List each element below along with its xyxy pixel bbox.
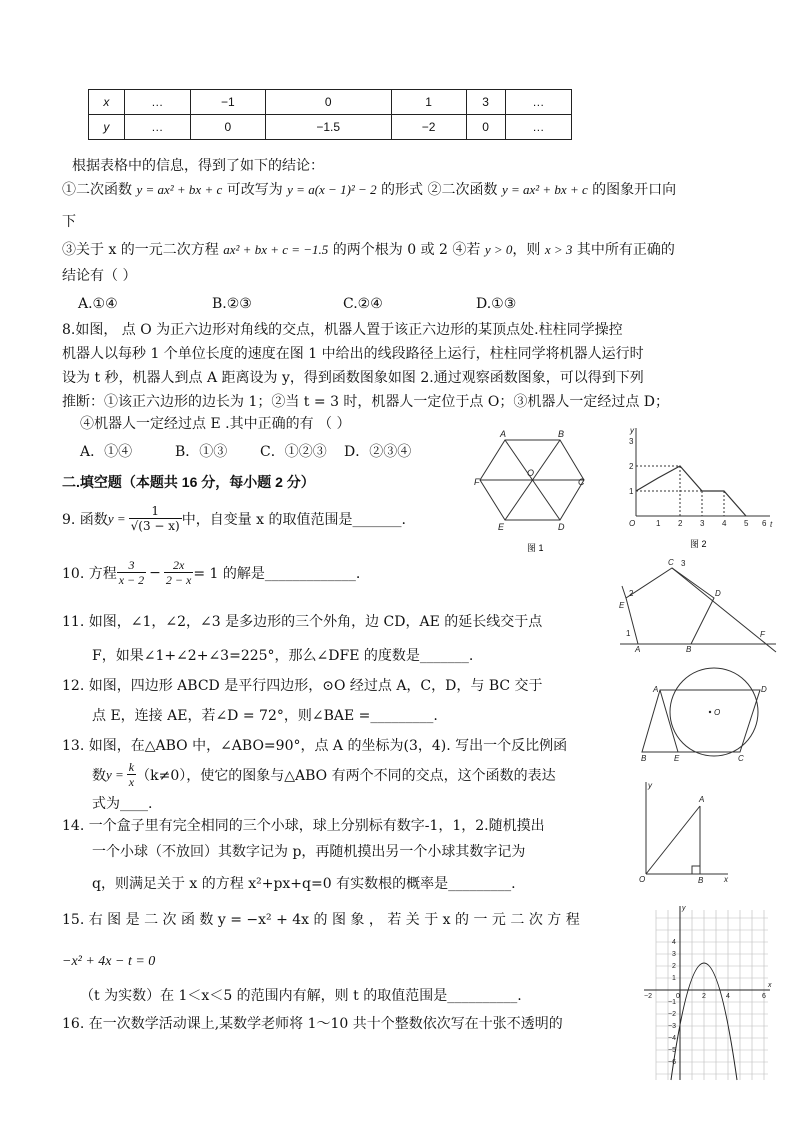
- table-cell: −1.5: [265, 115, 391, 140]
- svg-text:2: 2: [629, 589, 634, 598]
- svg-text:D: D: [761, 685, 767, 694]
- question-9: 9. 函数 y = $\frac{1}{√(3 - x)}$ 中，自变量 x 的取值范围是_______.: [62, 504, 406, 533]
- label-o: O: [527, 468, 535, 478]
- table-cell: …: [124, 90, 190, 115]
- table-row: [89, 90, 572, 115]
- svg-text:1: 1: [656, 519, 661, 528]
- q8-option-b: B．①③: [175, 444, 228, 460]
- q14-line-1: 14. 一个盒子里有完全相同的三个小球，球上分别标有数字-1，1，2.随机摸出: [62, 818, 545, 834]
- table-cell: 0: [265, 90, 391, 115]
- section-2-heading: 二.填空题（本题共 16 分，每小题 2 分）: [62, 474, 315, 490]
- figure-1-caption: 图 1: [527, 543, 544, 553]
- label-c: C: [578, 477, 585, 487]
- q7-option-d: D.①③: [476, 296, 517, 312]
- q14-line-3: q，则满足关于 x 的方程 x²+px+q=0 有实数根的概率是_________.: [92, 876, 516, 892]
- label-d: D: [558, 522, 565, 532]
- svg-text:1: 1: [672, 975, 676, 982]
- svg-text:−6: −6: [668, 1059, 676, 1066]
- svg-text:−5: −5: [668, 1047, 676, 1054]
- svg-text:x: x: [768, 982, 772, 989]
- q11-line-2: F，如果∠1+∠2+∠3=225°，那么∠DFE 的度数是_______.: [92, 648, 474, 664]
- svg-text:C: C: [668, 558, 674, 567]
- svg-text:E: E: [619, 601, 625, 610]
- q8-option-a: A．①④: [80, 444, 133, 460]
- svg-text:B: B: [698, 876, 704, 885]
- svg-text:2: 2: [672, 963, 676, 970]
- q13-line-2: 数 y = $\frac{k}{x}$ （k≠0），使它的图象与△ABO 有两个不同的交点，这个函数的表达: [92, 760, 556, 789]
- table-cell: …: [124, 115, 190, 140]
- svg-text:6: 6: [762, 519, 767, 528]
- svg-text:A: A: [635, 645, 641, 654]
- label-f: F: [474, 477, 480, 487]
- q11-line-1: 11. 如图，∠1，∠2，∠3 是多边形的三个外角，边 CD，AE 的延长线交于点: [62, 614, 543, 630]
- svg-text:3: 3: [629, 437, 634, 446]
- svg-text:5: 5: [744, 519, 749, 528]
- q13-line-1: 13. 如图，在△ABO 中，∠ABO=90°，点 A 的坐标为(3，4). 写出一个反比例函: [62, 738, 568, 754]
- parallelogram-circle-figure: [636, 666, 776, 766]
- svg-text:y: y: [648, 781, 652, 790]
- svg-text:2: 2: [678, 519, 683, 528]
- q15-line-2: −x² + 4x − t = 0: [62, 954, 156, 969]
- svg-text:D: D: [715, 589, 721, 598]
- svg-text:2: 2: [629, 462, 634, 471]
- table-cell: 0: [466, 115, 505, 140]
- table-cell: …: [505, 90, 571, 115]
- axis-t-label: t: [770, 520, 773, 529]
- q7-option-c: C.②④: [343, 296, 383, 312]
- q13-line-3: 式为____.: [92, 796, 153, 812]
- q8-option-d: D．②③④: [344, 444, 412, 460]
- svg-text:A: A: [653, 685, 659, 694]
- q12-line-2: 点 E，连接 AE，若∠D = 72°，则∠BAE =_________.: [92, 708, 438, 724]
- parabola-graph: [640, 904, 774, 1084]
- hexagon-figure: [472, 428, 592, 558]
- svg-text:3: 3: [681, 559, 686, 568]
- svg-text:0: 0: [676, 993, 680, 1000]
- svg-text:x: x: [724, 875, 728, 884]
- svg-text:4: 4: [672, 939, 676, 946]
- q8-line-4: 推断：①该正六边形的边长为 1；②当 t = 3 时，机器人一定位于点 O；③机器人一定经过点 D；: [62, 394, 670, 410]
- q7-option-b: B.②③: [212, 296, 252, 312]
- svg-text:1: 1: [629, 487, 634, 496]
- svg-text:−1: −1: [668, 999, 676, 1006]
- svg-text:−3: −3: [668, 1023, 676, 1030]
- polygon-exterior-angles-figure: [616, 556, 786, 656]
- triangle-abo-figure: [632, 778, 732, 886]
- table-cell: −1: [190, 90, 265, 115]
- label-a: A: [500, 429, 507, 439]
- q7-conclusion-1-cont: 下: [62, 214, 76, 230]
- q8-line-3: 设为 t 秒，机器人到点 A 距离设为 y，得到函数图象如图 2.通过观察函数图象，可以得到下列: [62, 370, 644, 386]
- svg-text:3: 3: [672, 951, 676, 958]
- q7-conclusion-3: ③关于 x 的一元二次方程 ax² + bx + c = −1.5 的两个根为 0 或 2 ④若 y > 0，则 x > 3 其中所有正确的: [62, 242, 675, 258]
- svg-text:A: A: [699, 795, 705, 804]
- svg-text:B: B: [686, 645, 692, 654]
- q16-line-1: 16. 在一次数学活动课上,某数学老师将 1～10 共十个整数依次写在十张不透明的: [62, 1016, 563, 1032]
- svg-text:3: 3: [700, 519, 705, 528]
- svg-text:2: 2: [702, 993, 706, 1000]
- q15-line-3: （t 为实数）在 1＜x＜5 的范围内有解，则 t 的取值范围是__________.: [80, 988, 522, 1004]
- q15-line-1: 15. 右 图 是 二 次 函 数 y = −x² + 4x 的 图 象 ， 若 关 于 x 的 一 元 二 次 方 程: [62, 912, 580, 928]
- svg-text:4: 4: [726, 993, 730, 1000]
- svg-text:O: O: [714, 708, 721, 717]
- question-10: 10. 方程 3 x − 2 − $\frac{2x}{2 - x}$ = 1 的解是_____________.: [62, 558, 361, 587]
- figure-2-caption: 图 2: [690, 539, 707, 549]
- q7-conclusion-1: ①二次函数 y = ax² + bx + c 可改写为 y = a(x − 1)² − 2 的形式 ②二次函数 y = ax² + bx + c 的图象开口向: [62, 182, 677, 198]
- svg-text:4: 4: [722, 519, 727, 528]
- axis-y-label: y: [630, 426, 634, 435]
- q7-option-a: A.①④: [78, 296, 118, 312]
- table-cell: 3: [466, 90, 505, 115]
- svg-text:−4: −4: [668, 1035, 676, 1042]
- q8-line-5: ④机器人一定经过点 E .其中正确的有 （ ）: [80, 416, 351, 432]
- svg-text:6: 6: [762, 993, 766, 1000]
- table-cell: 1: [391, 90, 466, 115]
- svg-text:y: y: [682, 905, 686, 912]
- svg-text:C: C: [738, 754, 744, 763]
- table-cell: −2: [391, 115, 466, 140]
- table-cell: 0: [190, 115, 265, 140]
- q12-line-1: 12. 如图，四边形 ABCD 是平行四边形，⊙O 经过点 A，C，D，与 BC 交于: [62, 678, 543, 694]
- q8-line-2: 机器人以每秒 1 个单位长度的速度在图 1 中给出的线段路径上运行，柱柱同学将机器人运行时: [62, 346, 644, 362]
- svg-text:O: O: [639, 875, 646, 884]
- table-cell: …: [505, 115, 571, 140]
- q8-option-c: C．①②③: [260, 444, 327, 460]
- label-b: B: [558, 429, 565, 439]
- distance-time-graph: [620, 423, 780, 553]
- table-cell: y: [89, 115, 125, 140]
- svg-text:1: 1: [626, 629, 631, 638]
- xy-table: [88, 89, 572, 140]
- svg-text:−2: −2: [644, 993, 652, 1000]
- svg-text:B: B: [641, 754, 647, 763]
- svg-text:F: F: [760, 630, 765, 639]
- label-e: E: [498, 522, 505, 532]
- svg-text:−2: −2: [668, 1011, 676, 1018]
- q14-line-2: 一个小球（不放回）其数字记为 p，再随机摸出另一个小球其数字记为: [92, 844, 526, 860]
- q7-answer-prompt: 结论有（ ）: [62, 268, 137, 284]
- origin-label: O: [629, 519, 636, 528]
- table-cell: x: [89, 90, 125, 115]
- svg-text:E: E: [674, 754, 680, 763]
- table-row: [89, 115, 572, 140]
- q7-intro: 根据表格中的信息，得到了如下的结论：: [72, 158, 324, 174]
- q8-line-1: 8.如图， 点 O 为正六边形对角线的交点，机器人置于该正六边形的某顶点处.柱柱同学操控: [62, 322, 623, 338]
